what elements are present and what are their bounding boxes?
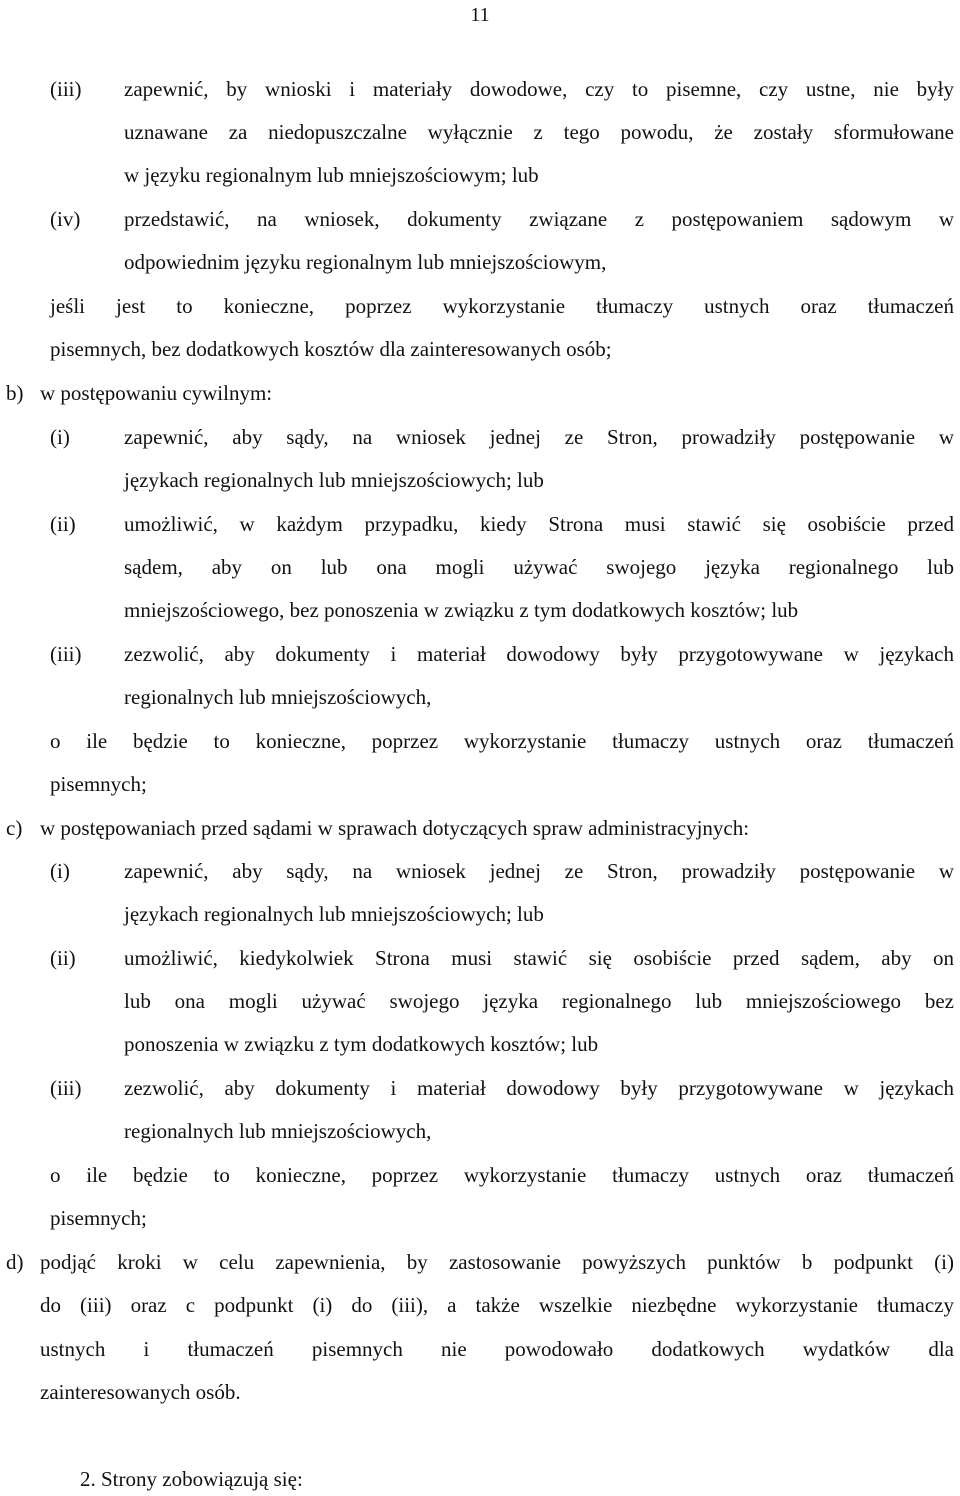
text-line: uznawane za niedopuszczalne wyłącznie z tego powodu, że zostały sformułowane bbox=[124, 120, 954, 144]
text-line: mniejszościowego, bez ponoszenia w związku z tym dodatkowych kosztów; lub bbox=[124, 598, 799, 622]
text-line: pisemnych; bbox=[50, 1206, 147, 1230]
text-line: umożliwić, kiedykolwiek Strona musi stawić się osobiście przed sądem, aby on bbox=[124, 946, 954, 970]
section-marker: c) bbox=[6, 816, 23, 840]
text-line: o ile będzie to konieczne, poprzez wykorzystanie tłumaczy ustnych oraz tłumaczeń bbox=[50, 1163, 954, 1187]
text-line: językach regionalnych lub mniejszościowych; lub bbox=[124, 468, 544, 492]
section-marker: d) bbox=[6, 1250, 24, 1274]
text-line: zezwolić, aby dokumenty i materiał dowodowy były przygotowywane w językach bbox=[124, 1076, 954, 1100]
paragraph-heading: 2. Strony zobowiązują się: bbox=[80, 1467, 303, 1491]
text-line: jeśli jest to konieczne, poprzez wykorzystanie tłumaczy ustnych oraz tłumaczeń bbox=[50, 294, 954, 318]
item-marker: (iii) bbox=[50, 77, 82, 101]
item-marker: (ii) bbox=[50, 946, 76, 970]
text-line: pisemnych, bez dodatkowych kosztów dla zainteresowanych osób; bbox=[50, 337, 612, 361]
text-line: umożliwić, w każdym przypadku, kiedy Strona musi stawić się osobiście przed bbox=[124, 512, 954, 536]
text-line: odpowiednim języku regionalnym lub mniejszościowym, bbox=[124, 250, 607, 274]
text-line: do (iii) oraz c podpunkt (i) do (iii), a także wszelkie niezbędne wykorzystanie tłumaczy bbox=[40, 1293, 954, 1317]
text-line: językach regionalnych lub mniejszościowych; lub bbox=[124, 902, 544, 926]
item-marker: (i) bbox=[50, 859, 70, 883]
item-marker: (iii) bbox=[50, 1076, 82, 1100]
text-line: ponoszenia w związku z tym dodatkowych kosztów; lub bbox=[124, 1032, 599, 1056]
item-marker: (iv) bbox=[50, 207, 81, 231]
text-line: pisemnych; bbox=[50, 772, 147, 796]
text-line: zapewnić, aby sądy, na wniosek jednej ze Stron, prowadziły postępowanie w bbox=[124, 859, 954, 883]
item-marker: (iii) bbox=[50, 642, 82, 666]
item-marker: (i) bbox=[50, 425, 70, 449]
text-line: zezwolić, aby dokumenty i materiał dowodowy były przygotowywane w językach bbox=[124, 642, 954, 666]
section-heading: w postępowaniach przed sądami w sprawach dotyczących spraw administracyjnych: bbox=[40, 816, 750, 840]
text-line: zainteresowanych osób. bbox=[40, 1380, 241, 1404]
text-line: sądem, aby on lub ona mogli używać swojego języka regionalnego lub bbox=[124, 555, 954, 579]
page-number: 11 bbox=[470, 4, 490, 26]
text-line: zapewnić, aby sądy, na wniosek jednej ze Stron, prowadziły postępowanie w bbox=[124, 425, 954, 449]
section-marker: b) bbox=[6, 381, 24, 405]
text-line: regionalnych lub mniejszościowych, bbox=[124, 685, 432, 709]
text-line: ustnych i tłumaczeń pisemnych nie powodowało dodatkowych wydatków dla bbox=[40, 1337, 954, 1361]
item-marker: (ii) bbox=[50, 512, 76, 536]
text-line: przedstawić, na wniosek, dokumenty związane z postępowaniem sądowym w bbox=[124, 207, 954, 231]
text-line: regionalnych lub mniejszościowych, bbox=[124, 1119, 432, 1143]
text-line: w języku regionalnym lub mniejszościowym; lub bbox=[124, 163, 539, 187]
text-line: o ile będzie to konieczne, poprzez wykorzystanie tłumaczy ustnych oraz tłumaczeń bbox=[50, 729, 954, 753]
text-line: zapewnić, by wnioski i materiały dowodowe, czy to pisemne, czy ustne, nie były bbox=[124, 77, 954, 101]
section-heading: w postępowaniu cywilnym: bbox=[40, 381, 273, 405]
text-line: lub ona mogli używać swojego języka regionalnego lub mniejszościowego bez bbox=[124, 989, 954, 1013]
text-line: podjąć kroki w celu zapewnienia, by zastosowanie powyższych punktów b podpunkt (i) bbox=[40, 1250, 954, 1274]
